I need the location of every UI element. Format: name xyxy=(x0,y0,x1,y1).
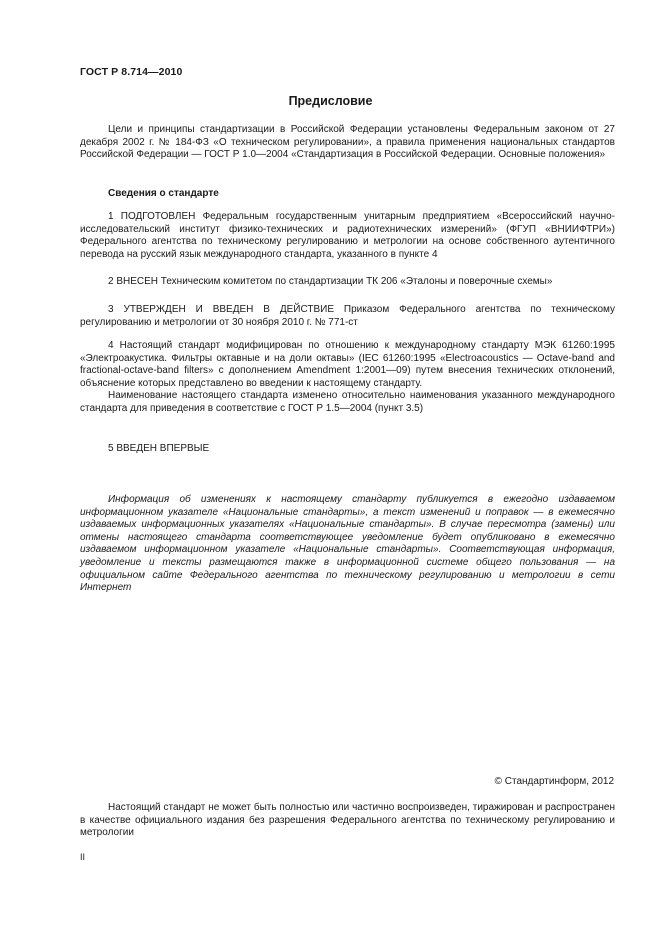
item-2-paragraph: 2 ВНЕСЕН Техническим комитетом по стандартизации ТК 206 «Эталоны и поверочные схемы» xyxy=(108,276,553,287)
intro-paragraph: Цели и принципы стандартизации в Российской Федерации установлены Федеральным законом от 27 декабря 2002 г. № 184-ФЗ «О техническом регулировании», а правила применения национальных стандартов Российской Федерации — ГОСТ Р 1.0—2004 «Стандартизация в Российской Федерации. Основные положения» xyxy=(80,124,615,161)
footer-notice-block xyxy=(80,802,615,840)
item-5-block xyxy=(80,443,615,456)
copyright-line: © Стандартинформ, 2012 xyxy=(494,776,614,787)
item-3-block xyxy=(80,304,615,329)
footer-notice-paragraph: Настоящий стандарт не может быть полностью или частично воспроизведен, тиражирован и распространен в качестве официального издания без разрешения Федерального агентства по техническому регулированию и метрологии xyxy=(80,802,615,839)
item-4-block xyxy=(80,340,615,416)
item-1-block xyxy=(80,211,615,261)
item-2-block xyxy=(80,276,615,289)
page-number: II xyxy=(80,852,86,862)
item-5-paragraph: 5 ВВЕДЕН ВПЕРВЫЕ xyxy=(108,443,210,454)
item-4-note-paragraph: Наименование настоящего стандарта изменено относительно наименования указанного международного стандарта для приведения в соответствие с ГОСТ Р 1.5—2004 (пункт 3.5) xyxy=(80,390,615,414)
item-1-paragraph: 1 ПОДГОТОВЛЕН Федеральным государственным унитарным предприятием «Всероссийский научно-исследовательский институт физико-технических и радиотехнических измерений» (ФГУП «ВНИИФТРИ») Федерального агентства по техническому регулированию и метрологии на основе собственного аутентичного перевода на русский язык международного стандарта, указанного в пункте 4 xyxy=(80,211,615,260)
document-code: ГОСТ Р 8.714—2010 xyxy=(80,66,183,78)
item-4-paragraph: 4 Настоящий стандарт модифицирован по отношению к международному стандарту МЭК 61260:1995 «Электроакустика. Фильтры октавные и на доли октавы» (IEC 61260:1995 «Electroacoustics — Octave-band and fractional-octave-band filters» с дополнением Amendment 1:2001—09) путем внесения технических отклонений, объяснение которых представлено во введении к настоящему стандарту. xyxy=(80,340,615,389)
info-notice-block xyxy=(80,494,615,595)
page-title: Предисловие xyxy=(288,94,373,108)
subheading: Сведения о стандарте xyxy=(108,188,219,199)
item-3-paragraph: 3 УТВЕРЖДЕН И ВВЕДЕН В ДЕЙСТВИЕ Приказом Федерального агентства по техническому регулированию и метрологии от 30 ноября 2010 г. № 771-ст xyxy=(80,304,615,328)
info-notice-paragraph: Информация об изменениях к настоящему стандарту публикуется в ежегодно издаваемом информационном указателе «Национальные стандарты», а текст изменений и поправок — в ежемесячно издаваемых информационных указателях «Национальные стандарты». В случае пересмотра (замены) или отмены настоящего стандарта соответствующее уведомление будет опубликовано в ежемесячно издаваемом информационном указателе «Национальные стандарты». Соответствующая информация, уведомление и тексты размещаются также в информационной системе общего пользования — на официальном сайте Федерального агентства по техническому регулированию и метрологии в сети Интернет xyxy=(80,494,615,594)
intro-block xyxy=(80,124,615,162)
